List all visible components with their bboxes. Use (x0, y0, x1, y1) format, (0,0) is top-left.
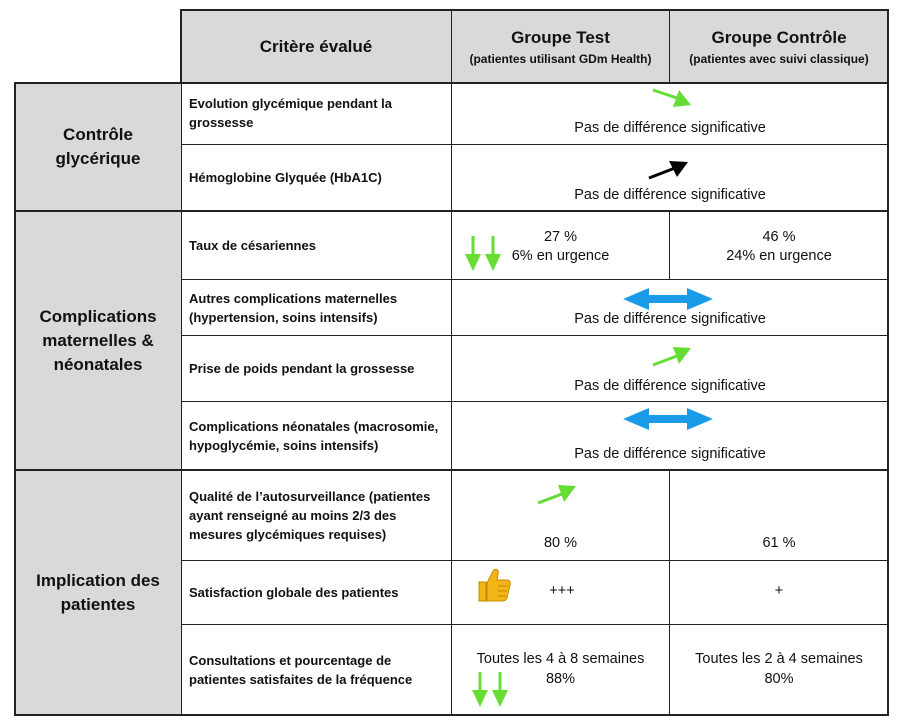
control-value-secondary: 80% (764, 671, 794, 687)
grid-line (180, 9, 889, 11)
double-headed-arrow-blue-icon (623, 288, 713, 310)
grid-line (181, 82, 182, 715)
arrow-up-right-black-icon (647, 160, 689, 182)
test-value: 80 % (543, 535, 578, 551)
header-control-subtitle: (patientes avec suivi classique) (689, 52, 869, 66)
header-test-subtitle: (patientes utilisant GDm Health) (469, 52, 652, 66)
thumbs-up-icon (476, 567, 512, 603)
test-value: Toutes les 4 à 8 semaines (476, 651, 645, 667)
arrow-up-right-green-icon (651, 346, 693, 368)
section-patient-involvement: Implication des patientes (36, 570, 160, 614)
criterion-other-maternal-complications: Autres complications maternelles (hypertension, soins intensifs) (189, 290, 398, 325)
section-glycemic-control: Contrôle glycérique (55, 124, 141, 168)
criterion-consultations: Consultations et pourcentage de patientes satisfaites de la fréquence (189, 652, 413, 687)
control-value: Toutes les 2 à 4 semaines (695, 651, 863, 667)
grid-line (887, 9, 889, 715)
criterion-self-monitoring: Qualité de l’autosurveillance (patientes ayant renseigné au moins 2/3 des mesures glycémiques requises) (189, 488, 431, 542)
criterion-weight-gain: Prise de poids pendant la grossesse (189, 361, 415, 376)
merged-result: Pas de différence significative (574, 378, 766, 394)
control-value-secondary: 24% en urgence (726, 248, 832, 264)
test-value-secondary: 88% (545, 671, 576, 687)
double-down-arrow-green-icon (463, 236, 503, 272)
test-value: +++ (549, 583, 575, 599)
control-value: + (774, 583, 784, 599)
grid-line (14, 82, 16, 716)
criterion-caesarean-rate: Taux de césariennes (189, 237, 316, 253)
merged-result: Pas de différence significative (574, 120, 766, 136)
criterion-overall-satisfaction: Satisfaction globale des patientes (189, 585, 399, 600)
criterion-neonatal-complications: Complications néonatales (macrosomie, hypoglycémie, soins intensifs) (189, 418, 439, 453)
control-value: 61 % (762, 535, 796, 551)
criterion-glycemic-evolution: Evolution glycémique pendant la grossesse (189, 96, 392, 130)
criterion-hba1c: Hémoglobine Glyquée (HbA1C) (189, 170, 382, 185)
merged-result: Pas de différence significative (574, 446, 766, 462)
grid-line (451, 82, 452, 715)
merged-result: Pas de différence significative (574, 311, 766, 327)
double-headed-arrow-blue-icon (623, 408, 713, 430)
header-criteria: Critère évalué (259, 37, 373, 56)
section-complications: Complications maternelles & néonatales (39, 306, 157, 374)
control-value: 46 % (762, 229, 796, 245)
test-value-secondary: 6% en urgence (511, 248, 610, 264)
arrow-up-right-green-icon (536, 484, 578, 506)
test-value: 27 % (543, 229, 578, 245)
header-test-title: Groupe Test (511, 28, 610, 47)
merged-result: Pas de différence significative (574, 187, 766, 203)
arrow-up-right-green-icon (651, 86, 693, 108)
header-control-title: Groupe Contrôle (711, 28, 847, 47)
double-down-arrow-green-icon (470, 672, 510, 708)
